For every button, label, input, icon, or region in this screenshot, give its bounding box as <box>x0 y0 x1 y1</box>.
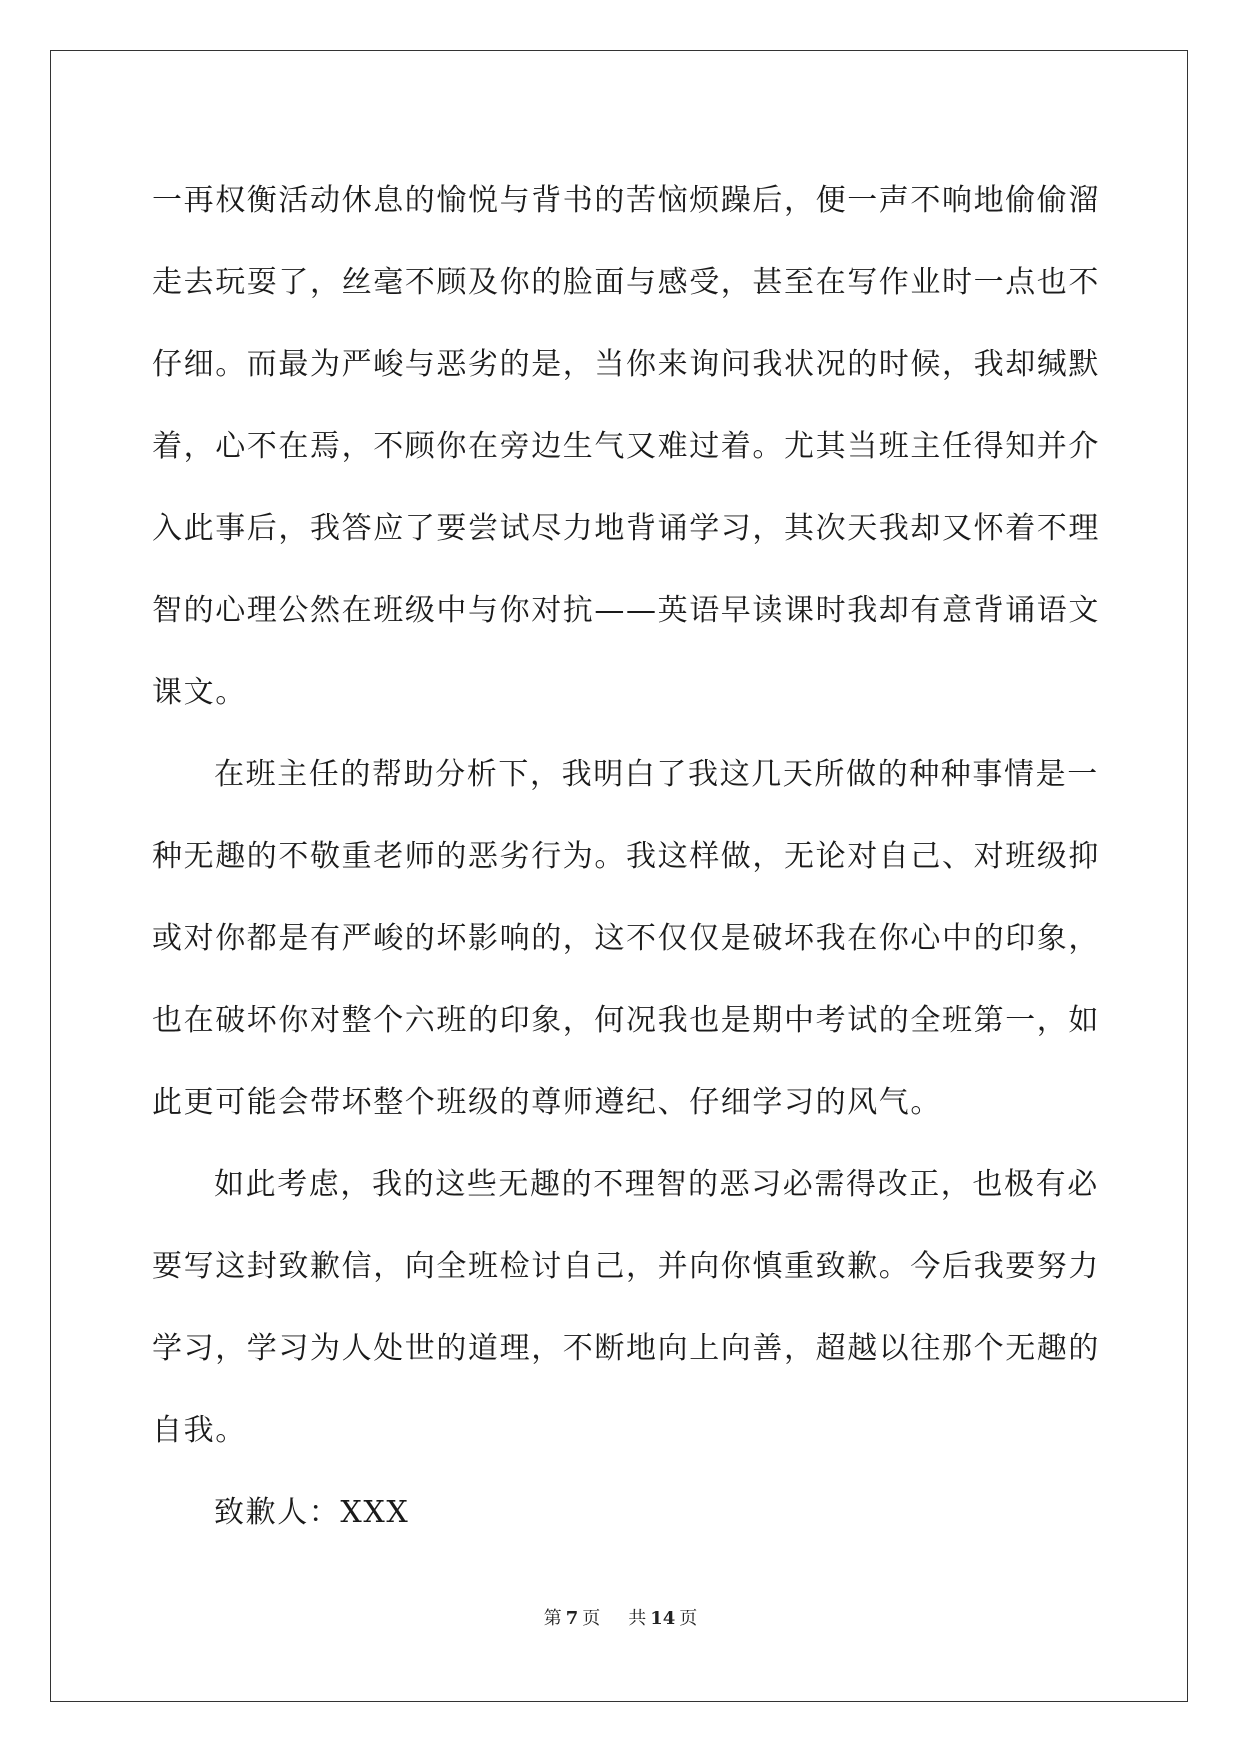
text-line: 也在破坏你对整个六班的印象，何况我也是期中考试的全班第一，如 <box>152 1003 1100 1038</box>
text-line: 自我。 <box>152 1413 247 1448</box>
total-prefix: 共 <box>628 1608 647 1629</box>
total-pages-number: 14 <box>650 1608 676 1629</box>
text-line: 或对你都是有严峻的坏影响的，这不仅仅是破坏我在你心中的印象， <box>152 921 1100 956</box>
page-prefix: 第 <box>543 1608 562 1629</box>
text-line: 课文。 <box>152 675 247 710</box>
page-suffix: 页 <box>582 1608 601 1629</box>
text-line: 入此事后，我答应了要尝试尽力地背诵学习，其次天我却又怀着不理 <box>152 511 1100 546</box>
signature-line: 致歉人：XXX <box>214 1495 410 1530</box>
text-line: 学习，学习为人处世的道理，不断地向上向善，超越以往那个无趣的 <box>152 1331 1100 1366</box>
text-line: 走去玩耍了，丝毫不顾及你的脸面与感受，甚至在写作业时一点也不 <box>152 265 1100 300</box>
text-line: 智的心理公然在班级中与你对抗——英语早读课时我却有意背诵语文 <box>152 593 1100 628</box>
text-line: 种无趣的不敬重老师的恶劣行为。我这样做，无论对自己、对班级抑 <box>152 839 1100 874</box>
text-line: 此更可能会带坏整个班级的尊师遵纪、仔细学习的风气。 <box>152 1085 942 1120</box>
page-footer <box>0 1604 1241 1630</box>
paragraph-start-line: 在班主任的帮助分析下，我明白了我这几天所做的种种事情是一 <box>214 757 1099 792</box>
text-line: 一再权衡活动休息的愉悦与背书的苦恼烦躁后，便一声不响地偷偷溜 <box>152 183 1100 218</box>
text-line: 要写这封致歉信，向全班检讨自己，并向你慎重致歉。今后我要努力 <box>152 1249 1100 1284</box>
text-line: 着，心不在焉，不顾你在旁边生气又难过着。尤其当班主任得知并介 <box>152 429 1100 464</box>
paragraph-start-line: 如此考虑，我的这些无趣的不理智的恶习必需得改正，也极有必 <box>214 1167 1099 1202</box>
current-page-number: 7 <box>565 1608 579 1629</box>
total-suffix: 页 <box>679 1608 698 1629</box>
text-line: 仔细。而最为严峻与恶劣的是，当你来询问我状况的时候，我却缄默 <box>152 347 1100 382</box>
letter-body <box>152 160 1100 1554</box>
